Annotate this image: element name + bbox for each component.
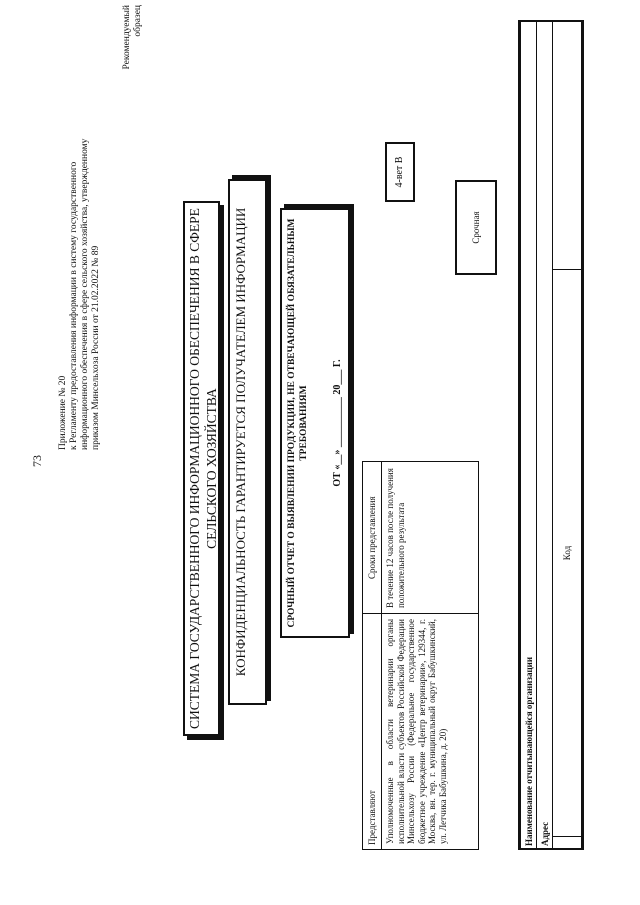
system-title-box: СИСТЕМА ГОСУДАРСТВЕННОГО ИНФОРМАЦИОННОГО ОБЕСПЕЧЕНИЯ В СФЕРЕ СЕЛЬСКОГО ХОЗЯЙСТВА xyxy=(183,201,220,736)
org-name-label: Наименование отчитывающейся организации xyxy=(521,21,537,850)
appendix-note xyxy=(58,10,102,450)
appendix-line: к Регламенту предоставления информации в систему государственного xyxy=(69,161,79,450)
submitters-cell: Уполномоченные в области ветеринарии органы исполнительной власти субъектов Российской Федерации Минсельхозу России (Федеральное государственное бюджетное учреждение «Центр ветеринарии», 129344, г. Москва, вн. тер. г. муниципальный округ Бабушкинский, ул. Летчика Бабушкина, д. 20) xyxy=(382,614,479,850)
page-number: 73 xyxy=(30,455,44,467)
column-header-submitters: Представляют xyxy=(363,614,382,850)
confidentiality-box: КОНФИДЕНЦИАЛЬНОСТЬ ГАРАНТИРУЕТСЯ ПОЛУЧАТЕЛЕМ ИНФОРМАЦИИ xyxy=(228,179,267,705)
org-address-label: Адрес xyxy=(537,21,553,850)
report-title: СРОЧНЫЙ ОТЧЕТ О ВЫЯВЛЕНИИ ПРОДУКЦИИ, НЕ ОТВЕЧАЮЩЕЙ ОБЯЗАТЕЛЬНЫМ ТРЕБОВАНИЯМ xyxy=(287,218,309,628)
recommended-sample-label: Рекомендуемый образец xyxy=(122,5,143,70)
org-code-label: Код xyxy=(553,270,582,837)
table-row xyxy=(521,21,537,850)
table-row xyxy=(382,285,479,850)
table-empty-cell xyxy=(382,285,479,462)
appendix-line: информационного обеспечения в сфере сельского хозяйства, утвержденному xyxy=(80,138,90,450)
appendix-line: приказом Минсельхоза России от 21.02.2022 № 89 xyxy=(91,245,101,450)
table-header-row xyxy=(363,285,382,850)
deadline-cell: В течение 12 часов после получения положительного результата xyxy=(382,462,479,614)
urgency-box: Срочная xyxy=(455,180,497,275)
submission-table xyxy=(362,285,479,850)
organization-table xyxy=(520,20,582,850)
form-code-box: 4-вет В xyxy=(385,142,415,202)
table-empty-cell xyxy=(363,285,382,462)
table-row xyxy=(553,21,582,850)
org-spacer-cell xyxy=(553,837,582,850)
report-date-line: ОТ «__» __________ 20___ Г. xyxy=(332,359,343,487)
org-code-value-cell xyxy=(553,21,582,270)
appendix-line: Приложение № 20 xyxy=(58,375,68,450)
column-header-deadline: Сроки представления xyxy=(363,462,382,614)
table-row xyxy=(537,21,553,850)
